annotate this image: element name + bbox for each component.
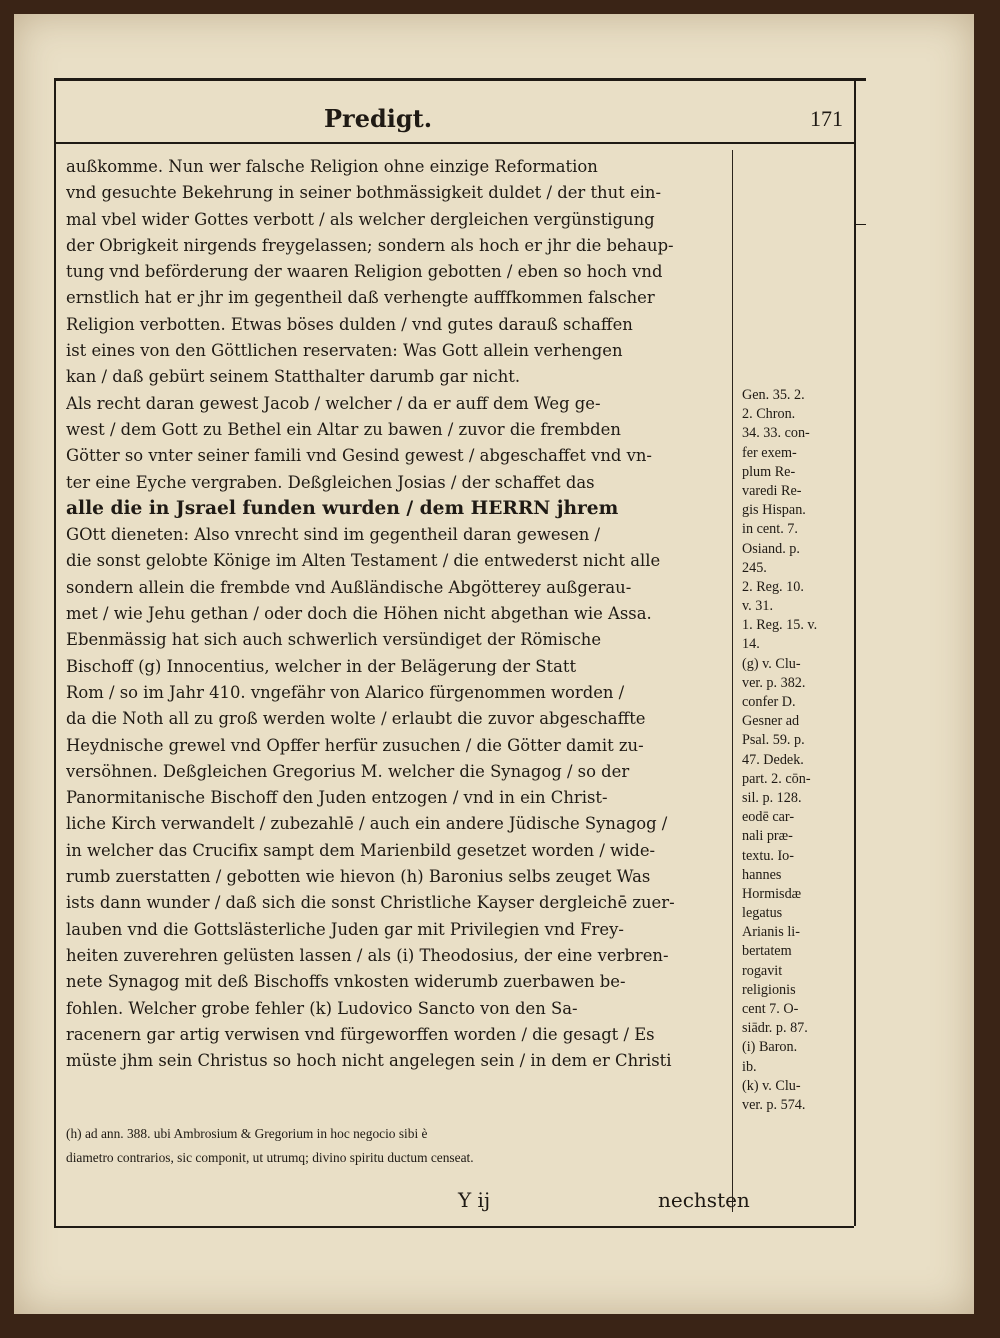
margin-note-line: 2. Reg. 10.	[742, 578, 804, 595]
frame-left-rule	[54, 78, 56, 1226]
margin-note-line: varedi Re-	[742, 482, 802, 499]
margin-note-line: 1. Reg. 15. v.	[742, 617, 818, 634]
margin-note-line: 245.	[742, 559, 767, 576]
text-line: Religion verbotten. Etwas böses dulden / vnd gutes darauß schaffen	[66, 314, 633, 334]
margin-note-line: ver. p. 574.	[742, 1096, 806, 1113]
text-line: versöhnen. Deßgleichen Gregorius M. welcher die Synagog / so der	[66, 761, 630, 781]
text-line: in welcher das Crucifix sampt dem Marienbild gesetzet worden / wide-	[66, 840, 656, 860]
margin-note-line: sil. p. 128.	[742, 789, 802, 806]
margin-note-line: bertatem	[742, 943, 792, 960]
text-line: Rom / so im Jahr 410. vngefähr von Alarico fürgenommen worden /	[66, 682, 625, 702]
margin-note-line: 14.	[742, 636, 760, 653]
text-line: Heydnische grewel vnd Opffer herfür zusuchen / die Götter damit zu-	[66, 735, 644, 755]
margin-note-line: rogavit	[742, 962, 783, 979]
text-line: Ebenmässig hat sich auch schwerlich versündiget der Römische	[66, 630, 602, 650]
frame-bottom-rule	[54, 1226, 854, 1228]
footnote-line: (h) ad ann. 388. ubi Ambrosium & Gregorium in hoc negocio sibi è	[66, 1126, 428, 1141]
margin-note-line: 2. Chron.	[742, 406, 796, 423]
margin-note-line: plum Re-	[742, 463, 796, 480]
text-line: kan / daß gebürt seinem Statthalter darumb gar nicht.	[66, 367, 521, 387]
text-line: da die Noth all zu groß werden wolte / erlaubt die zuvor abgeschaffte	[66, 709, 646, 729]
text-line: außkomme. Nun wer falsche Religion ohne einzige Reformation	[66, 157, 598, 176]
margin-note-line: hannes	[742, 866, 782, 883]
margin-note-line: Osiand. p.	[742, 540, 800, 557]
margin-note-line: Hormisdæ	[742, 885, 802, 902]
text-line: Götter so vnter seiner famili vnd Gesind gewest / abgeschaffet vnd vn-	[66, 446, 652, 466]
margin-note-line: in cent. 7.	[742, 521, 798, 538]
text-line: lauben vnd die Gottslästerliche Juden gar mit Privilegien vnd Frey-	[66, 919, 624, 939]
margin-notes	[742, 386, 852, 1115]
text-line: ter eine Eyche vergraben. Deßgleichen Josias / der schaffet das	[66, 472, 595, 492]
main-text-block	[66, 154, 728, 1074]
margin-note-line: Gesner ad	[742, 713, 800, 730]
margin-note-line: ver. p. 382.	[742, 674, 806, 691]
margin-note-line: eodē car-	[742, 809, 795, 826]
text-line: racenern gar artig verwisen vnd fürgeworffen worden / die gesagt / Es	[66, 1024, 655, 1044]
footnotes	[66, 1122, 728, 1170]
margin-note-line: ib.	[742, 1058, 757, 1075]
text-line: ernstlich hat er jhr im gegentheil daß verhengte aufffkommen falscher	[66, 288, 655, 308]
text-line: der Obrigkeit nirgends freygelassen; sondern als hoch er jhr die behaup-	[66, 235, 674, 255]
margin-note-line: nali præ-	[742, 828, 793, 845]
margin-note-line: v. 31.	[742, 598, 773, 615]
text-line: Als recht daran gewest Jacob / welcher / da er auff dem Weg ge-	[66, 393, 601, 413]
text-line: vnd gesuchte Bekehrung in seiner bothmässigkeit duldet / der thut ein-	[66, 183, 661, 203]
margin-note-line: (i) Baron.	[742, 1039, 798, 1056]
text-line: GOtt dieneten: Also vnrecht sind im gegentheil daran gewesen /	[66, 525, 600, 545]
text-line: Panormitanische Bischoff den Juden entzogen / vnd in ein Christ-	[66, 788, 608, 808]
margin-note-line: (k) v. Clu-	[742, 1077, 801, 1094]
footnote-line: diametro contrarios, sic componit, ut utrumq; divino spiritu ductum censeat.	[66, 1150, 474, 1165]
text-line: ists dann wunder / daß sich die sonst Christliche Kayser dergleichē zuer-	[66, 893, 675, 913]
margin-note-line: siādr. p. 87.	[742, 1020, 808, 1037]
running-head: Predigt.	[324, 104, 433, 133]
text-line: met / wie Jehu gethan / oder doch die Höhen nicht abgethan wie Assa.	[66, 604, 652, 624]
text-line: nete Synagog mit deß Bischoffs vnkosten widerumb zuerbawen be-	[66, 972, 626, 992]
margin-note-line: fer exem-	[742, 444, 797, 461]
text-line: mal vbel wider Gottes verbott / als welcher dergleichen vergünstigung	[66, 209, 655, 229]
margin-tick-mark	[854, 224, 866, 225]
text-line-emphasis: alle die in Jsrael funden wurden / dem HERRN jhrem	[66, 497, 619, 519]
margin-note-line: part. 2. cōn-	[742, 770, 811, 787]
text-line: fohlen. Welcher grobe fehler (k) Ludovico Sancto von den Sa-	[66, 998, 578, 1018]
text-line: die sonst gelobte Könige im Alten Testament / die entwederst nicht alle	[66, 551, 661, 571]
text-line: rumb zuerstatten / gebotten wie hievon (h) Baronius selbs zeuget Was	[66, 867, 651, 887]
margin-note-line: religionis	[742, 981, 796, 998]
margin-note-line: confer D.	[742, 694, 796, 710]
margin-note-line: cent 7. O-	[742, 1001, 799, 1017]
text-line: west / dem Gott zu Bethel ein Altar zu bawen / zuvor die frembden	[66, 419, 621, 439]
margin-note-line: Psal. 59. p.	[742, 732, 805, 749]
signature-mark: Y ij	[458, 1188, 491, 1212]
margin-note-line: legatus	[742, 905, 783, 922]
frame-top-rule	[54, 78, 866, 81]
text-line: tung vnd beförderung der waaren Religion gebotten / eben so hoch vnd	[66, 262, 663, 282]
text-line: sondern allein die frembde vnd Außländische Abgötterey außgerau-	[66, 577, 632, 597]
text-line: heiten zuverehren gelüsten lassen / als (i) Theodosius, der eine verbren-	[66, 945, 669, 965]
margin-note-line: (g) v. Clu-	[742, 655, 801, 672]
text-line: müste jhm sein Christus so hoch nicht angelegen sein / in dem er Christi	[66, 1051, 672, 1071]
text-line: liche Kirch verwandelt / zubezahlē / auch ein andere Jüdische Synagog /	[66, 814, 668, 834]
margin-note-line: gis Hispan.	[742, 502, 806, 519]
margin-note-line: 47. Dedek.	[742, 751, 804, 768]
margin-note-line: Arianis li-	[742, 924, 800, 941]
text-line: Bischoff (g) Innocentius, welcher in der Belägerung der Statt	[66, 656, 577, 676]
book-page	[14, 14, 974, 1314]
margin-column-rule	[732, 150, 733, 1212]
page-number: 171	[810, 106, 843, 131]
margin-note-line: Gen. 35. 2.	[742, 387, 805, 403]
frame-right-rule	[854, 78, 856, 1226]
catchword: nechsten	[658, 1188, 750, 1212]
margin-note-line: 34. 33. con-	[742, 425, 810, 442]
text-line: ist eines von den Göttlichen reservaten: Was Gott allein verhengen	[66, 341, 623, 361]
margin-note-line: textu. Io-	[742, 847, 795, 864]
header-rule	[56, 142, 854, 144]
